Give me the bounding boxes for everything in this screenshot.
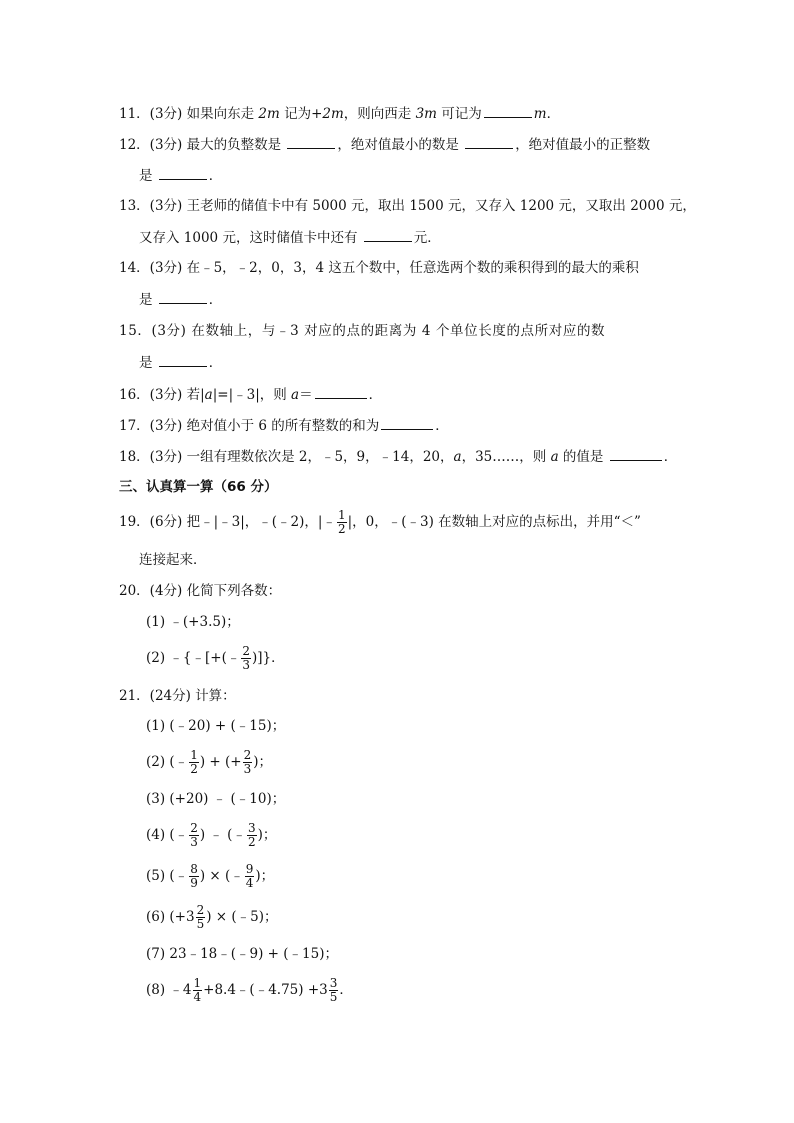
question-13: 13．(3分) 王老师的储值卡中有 5000 元，取出 1500 元，又存入 1200 元，又取出 2000 元，: [119, 198, 696, 214]
question-15: 15．(3分) 在数轴上，与﹣3 对应的点的距离为 4 个单位长度的点所对应的数: [119, 323, 606, 339]
question-13-cont: 又存入 1000 元，这时储值卡中还有 元．: [139, 230, 441, 246]
question-14-cont: 是 ．: [139, 292, 223, 308]
fraction: $\frac{8}{9}$: [190, 862, 198, 890]
question-16: 16．(3分) 若|a|=|﹣3|，则 a＝ ．: [119, 387, 383, 403]
fraction: $\frac{1}{4}$: [193, 976, 202, 1004]
answer-blank[interactable]: [484, 104, 532, 118]
question-20: 20．(4分) 化简下列各数：: [119, 583, 282, 599]
fraction: $\frac{2}{3}$: [190, 821, 198, 849]
fraction: $\frac{1}{2}$: [337, 508, 346, 536]
answer-blank[interactable]: [159, 290, 207, 304]
fraction: $\frac{1}{2}$: [190, 748, 198, 776]
question-18: 18．(3分) 一组有理数依次是 2，﹣5，9，﹣14，20，a，35……，则 a 的值是 ．: [119, 449, 678, 465]
answer-blank[interactable]: [287, 135, 335, 149]
answer-blank[interactable]: [159, 166, 207, 180]
question-12: 12．(3分) 最大的负整数是 ，绝对值最小的数是 ，绝对值最小的正整数: [119, 137, 651, 153]
fraction: $\frac{2}{3}$: [243, 748, 252, 776]
question-14: 14．(3分) 在﹣5，﹣2，0，3，4 这五个数中，任意选两个数的乘积得到的最大的乘积: [119, 260, 639, 276]
fraction: $\frac{2}{3}$: [242, 644, 250, 672]
question-15-cont: 是 ．: [139, 355, 223, 371]
answer-blank[interactable]: [465, 135, 513, 149]
answer-blank[interactable]: [610, 447, 662, 461]
question-21-part-2: (2) (﹣ $\frac{1}{2}$ ) + (+ $\frac{2}{3}$ )；: [146, 748, 272, 776]
fraction: $\frac{9}{4}$: [245, 862, 254, 890]
question-21-part-6: (6) (+3 $\frac{2}{5}$ ) × (﹣5)；: [146, 903, 278, 931]
question-19: 19．(6分) 把﹣|﹣3|，﹣(﹣2)，|﹣ $\frac{1}{2}$ |，0，﹣(﹣3) 在数轴上对应的点标出，并用“＜”: [119, 508, 641, 536]
question-21-part-4: (4) (﹣ $\frac{2}{3}$ ) ﹣ (﹣ $\frac{3}{2}$ )；: [146, 821, 277, 849]
question-20-part-1: (1) ﹣(+3.5)；: [146, 614, 240, 630]
question-21-part-1: (1) (﹣20) + (﹣15)；: [146, 718, 286, 734]
question-12-cont: 是 ．: [139, 168, 223, 184]
question-21-part-3: (3) (+20) ﹣ (﹣10)；: [146, 791, 286, 807]
answer-blank[interactable]: [364, 228, 412, 242]
fraction: $\frac{2}{5}$: [196, 903, 205, 931]
question-11: 11．(3分) 如果向东走 2m 记为+2m，则向西走 3m 可记为 m．: [119, 106, 561, 122]
fraction: $\frac{3}{5}$: [329, 976, 338, 1004]
fraction: $\frac{3}{2}$: [247, 821, 256, 849]
question-17: 17．(3分) 绝对值小于 6 的所有整数的和为 ．: [119, 418, 449, 434]
section-heading: 三、认真算一算（66 分）: [119, 479, 278, 495]
question-21-part-7: (7) 23﹣18﹣(﹣9) + (﹣15)；: [146, 946, 338, 962]
question-20-part-2: (2) ﹣{﹣[+(﹣ $\frac{2}{3}$ )]}．: [146, 644, 285, 672]
answer-blank[interactable]: [159, 353, 207, 367]
question-21-part-5: (5) (﹣ $\frac{8}{9}$ ) × (﹣ $\frac{9}{4}$ )；: [146, 862, 275, 890]
question-21: 21．(24分) 计算：: [119, 688, 236, 704]
question-19-cont: 连接起来．: [139, 552, 207, 568]
question-21-part-8: (8) ﹣4 $\frac{1}{4}$ +8.4﹣(﹣4.75) +3 $\frac{3}{5}$ ．: [146, 976, 353, 1004]
answer-blank[interactable]: [381, 416, 433, 430]
answer-blank[interactable]: [315, 385, 367, 399]
